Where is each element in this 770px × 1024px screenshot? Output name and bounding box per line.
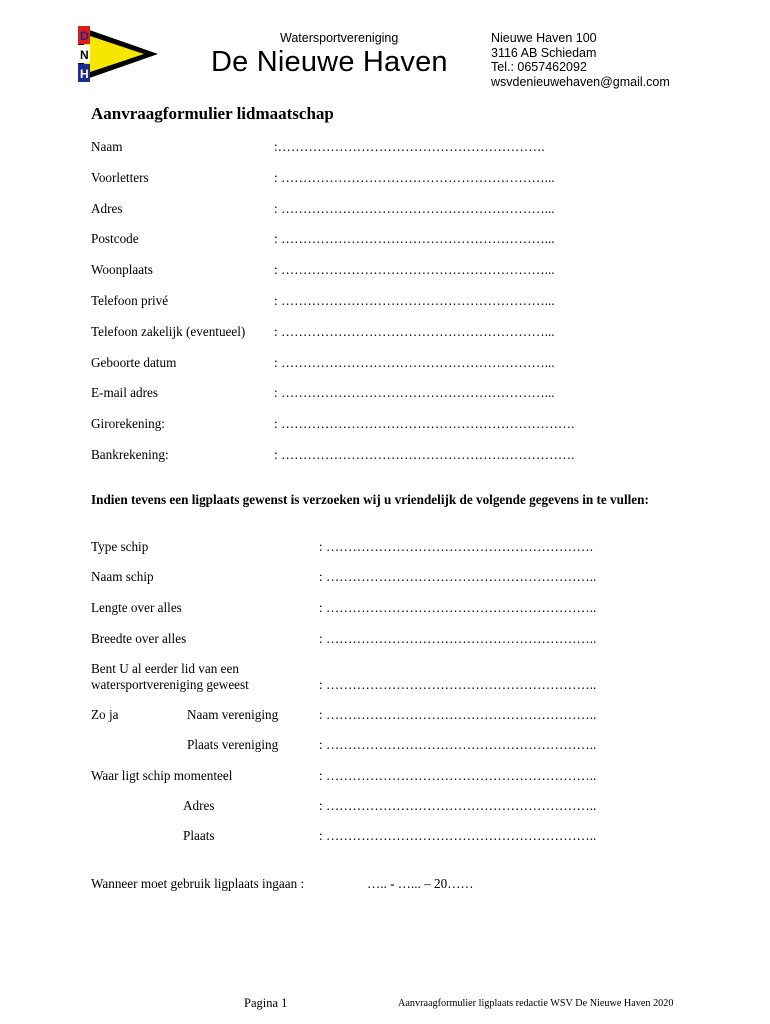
usage-label: Wanneer moet gebruik ligplaats ingaan : <box>91 876 305 891</box>
berth-field-input[interactable]: : …………………………………………………….. <box>319 798 597 813</box>
berth-field-label: Breedte over alles <box>91 631 187 646</box>
member-field-input[interactable]: : ……………………………………………………... <box>274 262 555 277</box>
form-title: Aanvraagformulier lidmaatschap <box>91 104 334 123</box>
member-field-label: Woonplaats <box>91 262 153 277</box>
member-field-label: Naam <box>91 139 123 154</box>
address-street: Nieuwe Haven 100 <box>491 31 597 45</box>
member-field-label: Girorekening: <box>91 416 165 431</box>
member-field-label: Adres <box>91 201 123 216</box>
logo-letter-h: H <box>80 67 89 81</box>
footer-page-number: Pagina 1 <box>244 996 288 1010</box>
club-address <box>491 31 670 89</box>
berth-field-sublabel: Plaats vereniging <box>187 737 279 752</box>
member-field-label: Voorletters <box>91 170 149 185</box>
berth-field-input[interactable]: : …………………………………………………….. <box>319 707 597 722</box>
berth-intro: Indien tevens een ligplaats gewenst is verzoeken wij u vriendelijk de volgende gegevens in te vullen: <box>91 492 649 507</box>
club-title: De Nieuwe Haven <box>211 46 448 78</box>
member-field-label: Postcode <box>91 231 139 246</box>
footer-note: Aanvraagformulier ligplaats redactie WSV De Nieuwe Haven 2020 <box>398 998 674 1009</box>
member-field-label: Geboorte datum <box>91 355 177 370</box>
member-field-input[interactable]: : ……………………………………………………... <box>274 293 555 308</box>
member-field-input[interactable]: : ……………………………………………………... <box>274 385 555 400</box>
berth-field-input[interactable]: : ……………………………………………………. <box>319 539 594 554</box>
logo-letter-d: D <box>80 29 89 43</box>
member-field-input[interactable]: : ……………………………………………………... <box>274 355 555 370</box>
berth-field-input[interactable]: : …………………………………………………….. <box>319 677 597 692</box>
berth-field-label: Type schip <box>91 539 149 554</box>
berth-field-label: Bent U al eerder lid van een <box>91 661 239 676</box>
member-field-input[interactable]: : …………………………………………………………. <box>274 447 575 462</box>
club-logo-flag-icon <box>76 24 160 84</box>
address-phone: Tel.: 0657462092 <box>491 60 587 74</box>
berth-field-input[interactable]: : …………………………………………………….. <box>319 768 597 783</box>
member-field-input[interactable]: : ……………………………………………………... <box>274 324 555 339</box>
berth-field-sublabel: Plaats <box>183 828 215 843</box>
member-field-label: Telefoon privé <box>91 293 169 308</box>
berth-field-input[interactable]: : …………………………………………………….. <box>319 828 597 843</box>
member-field-input[interactable]: : …………………………………………………………. <box>274 416 575 431</box>
berth-field-sublabel: Naam vereniging <box>187 707 279 722</box>
berth-field-input[interactable]: : …………………………………………………….. <box>319 600 597 615</box>
berth-field-input[interactable]: : …………………………………………………….. <box>319 569 597 584</box>
logo-letter-n: N <box>80 48 89 62</box>
member-field-label: Telefoon zakelijk (eventueel) <box>91 324 246 339</box>
berth-field-label: Naam schip <box>91 569 154 584</box>
usage-date-field[interactable]: ….. - …... – 20…… <box>367 876 474 891</box>
address-postcode: 3116 AB Schiedam <box>491 45 597 60</box>
member-field-input[interactable]: : ……………………………………………………... <box>274 231 555 246</box>
berth-field-label: Zo ja <box>91 707 119 722</box>
berth-field-label-line2: watersportvereniging geweest <box>91 677 249 692</box>
berth-field-sublabel: Adres <box>183 798 215 813</box>
member-field-label: Bankrekening: <box>91 447 169 462</box>
berth-field-label: Lengte over alles <box>91 600 182 615</box>
member-field-input[interactable]: : ……………………………………………………... <box>274 170 555 185</box>
address-email: wsvdenieuwehaven@gmail.com <box>491 74 670 89</box>
member-field-input[interactable]: : ……………………………………………………... <box>274 201 555 216</box>
berth-field-input[interactable]: : …………………………………………………….. <box>319 737 597 752</box>
berth-field-input[interactable]: : …………………………………………………….. <box>319 631 597 646</box>
club-subtitle: Watersportvereniging <box>280 31 399 45</box>
member-field-label: E-mail adres <box>91 385 159 400</box>
member-field-input[interactable]: :……………………………………………………. <box>274 139 545 154</box>
berth-field-label: Waar ligt schip momenteel <box>91 768 233 783</box>
